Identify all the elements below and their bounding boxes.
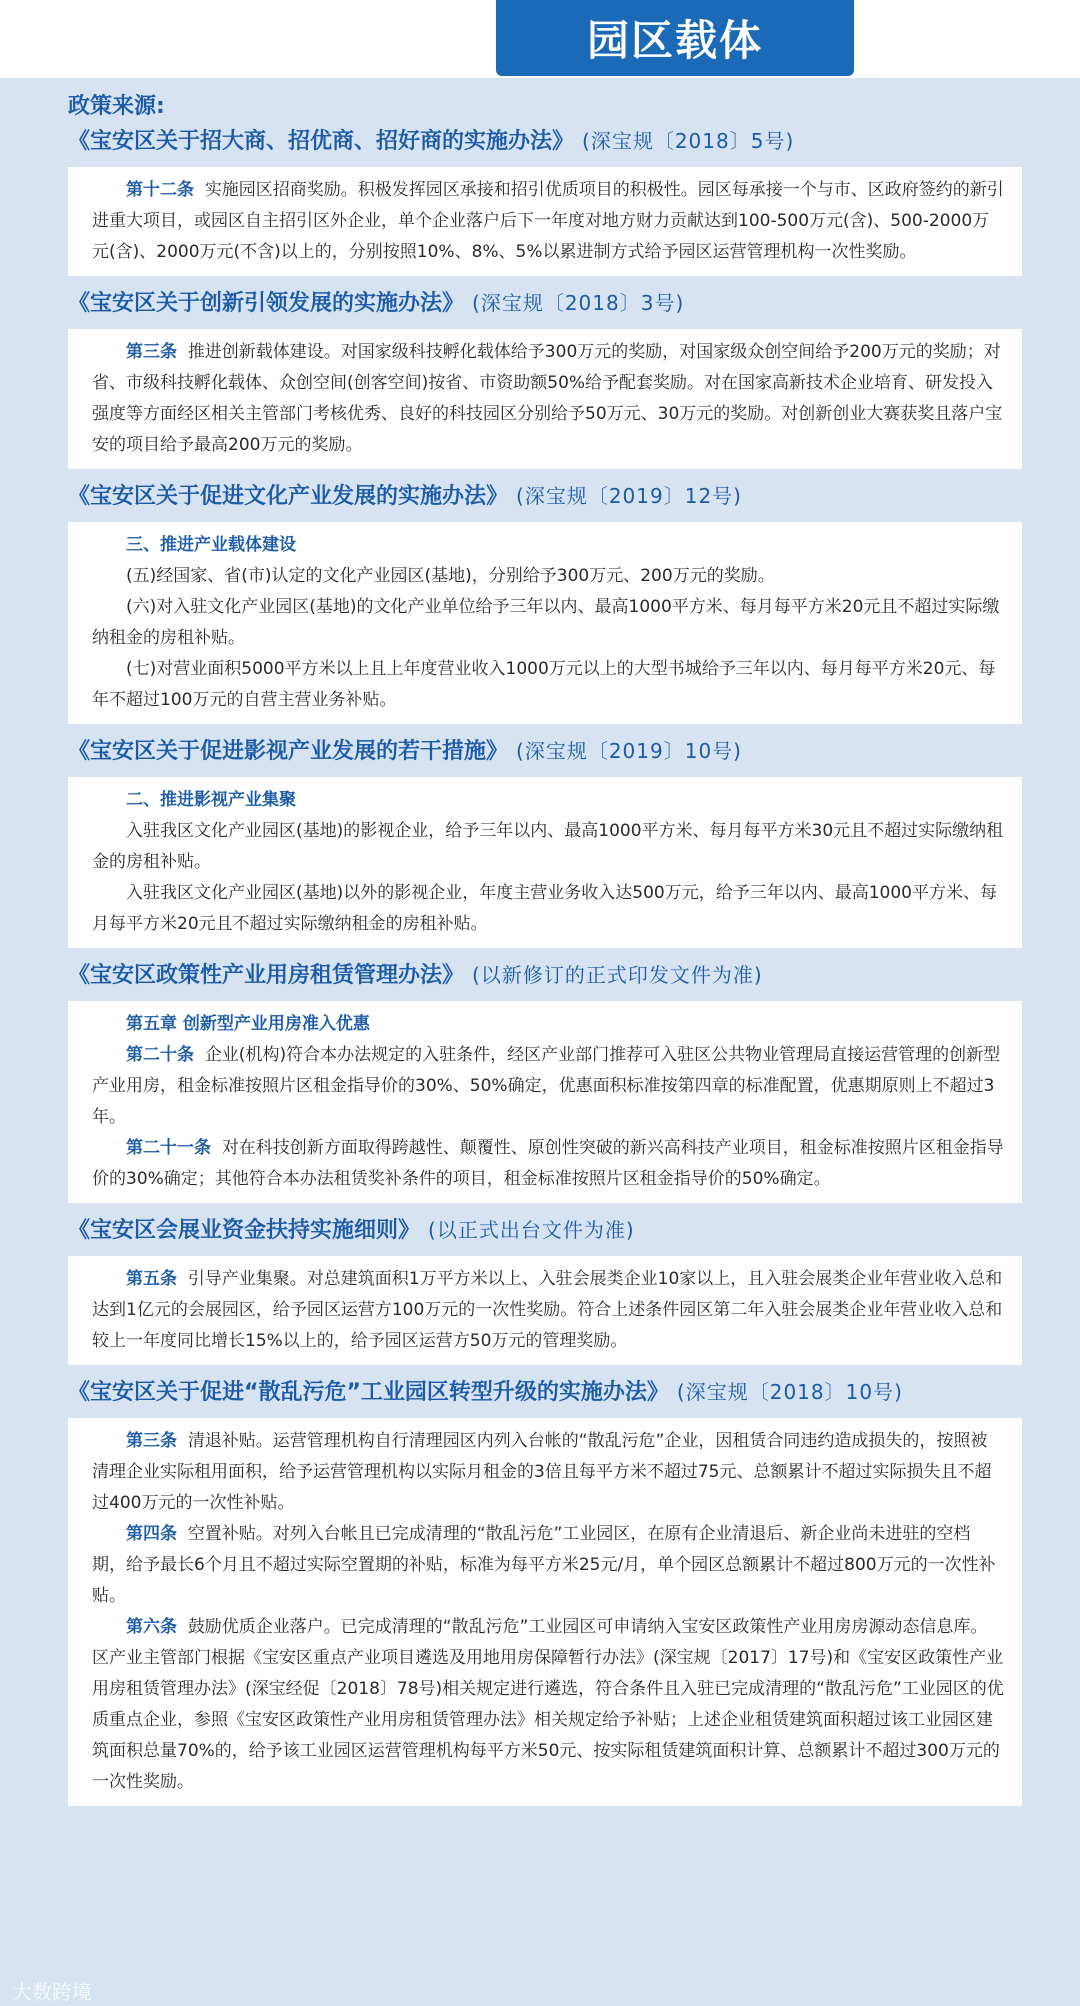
policy-paragraph (92, 592, 1004, 654)
policy-doc-number: (深宝规〔2019〕12号) (516, 484, 742, 508)
paragraph-text: 引导产业集聚。对总建筑面积1万平方米以上、入驻会展类企业10家以上，且入驻会展类企业年营业收入总和达到1亿元的会展园区，给予园区运营方100万元的一次性奖励。符合上述条件园区第二年入驻会展类企业年营业收入总和较上一年度同比增长15%以上的，给予园区运营方50万元的管理奖励。 (92, 1269, 1003, 1351)
policy-title (68, 958, 1022, 993)
policy-card (68, 777, 1022, 948)
policy-doc-number: (深宝规〔2019〕10号) (516, 739, 742, 763)
policy-title (68, 1375, 1022, 1410)
source-label: 政策来源: (68, 94, 165, 119)
policy-card (68, 1256, 1022, 1365)
policy-title-text: 《宝安区关于创新引领发展的实施办法》 (68, 291, 465, 316)
article-number: 第三条 (126, 1431, 177, 1451)
article-number: 第三条 (126, 342, 177, 362)
policy-paragraph (92, 1040, 1004, 1133)
policy-doc-number: (以正式出台文件为准) (428, 1218, 635, 1242)
policy-title (68, 479, 1022, 514)
policy-doc-number: (深宝规〔2018〕3号) (472, 291, 685, 315)
policy-title-text: 《宝安区会展业资金扶持实施细则》 (68, 1218, 421, 1243)
paragraph-text: 空置补贴。对列入台帐且已完成清理的“散乱污危”工业园区，在原有企业清退后、新企业尚未进驻的空档期，给予最长6个月且不超过实际空置期的补贴，标准为每平方米25元/月，单个园区总额累计不超过800万元的一次性补贴。 (92, 1524, 996, 1606)
policy-title-text: 《宝安区政策性产业用房租赁管理办法》 (68, 963, 465, 988)
paragraph-text: (五)经国家、省(市)认定的文化产业园区(基地)，分别给予300万元、200万元的奖励。 (126, 566, 775, 586)
article-number: 第二十条 (126, 1045, 194, 1065)
policy-title-text: 《宝安区关于招大商、招优商、招好商的实施办法》 (68, 129, 575, 154)
policy-paragraph (92, 530, 1004, 561)
policy-paragraph (92, 1133, 1004, 1195)
policy-card (68, 522, 1022, 724)
policy-title (68, 286, 1022, 321)
section-subheading: 二、推进影视产业集聚 (126, 790, 296, 810)
paragraph-text: (七)对营业面积5000平方米以上且上年度营业收入1000万元以上的大型书城给予三年以内、每月每平方米20元、每年不超过100万元的自营主营业务补贴。 (92, 659, 996, 710)
paragraph-text: (六)对入驻文化产业园区(基地)的文化产业单位给予三年以内、最高1000平方米、每月每平方米20元且不超过实际缴纳租金的房租补贴。 (92, 597, 1000, 648)
policy-paragraph (92, 816, 1004, 878)
paragraph-text: 入驻我区文化产业园区(基地)以外的影视企业，年度主营业务收入达500万元，给予三年以内、最高1000平方米、每月每平方米20元且不超过实际缴纳租金的房租补贴。 (92, 883, 997, 934)
policy-paragraph (92, 1426, 1004, 1519)
paragraph-text: 实施园区招商奖励。积极发挥园区承接和招引优质项目的积极性。园区每承接一个与市、区政府签约的新引进重大项目，或园区自主招引区外企业，单个企业落户后下一年度对地方财力贡献达到100-500万元(含)、500-2000万元(含)、2000万元(不含)以上的，分别按照10%、8%、5%以累进制方式给予园区运营管理机构一次性奖励。 (92, 180, 1004, 262)
section-subheading: 第五章 创新型产业用房准入优惠 (126, 1014, 370, 1034)
watermark-text: 大数跨境 (12, 1980, 92, 2004)
policy-doc-number: (深宝规〔2018〕5号) (582, 129, 795, 153)
paragraph-text: 鼓励优质企业落户。已完成清理的“散乱污危”工业园区可申请纳入宝安区政策性产业用房房源动态信息库。区产业主管部门根据《宝安区重点产业项目遴选及用地用房保障暂行办法》(深宝规〔2017〕17号)和《宝安区政策性产业用房租赁管理办法》(深宝经促〔2018〕78号)相关规定进行遴选，符合条件且入驻已完成清理的“散乱污危”工业园区的优质重点企业，参照《宝安区政策性产业用房租赁管理办法》相关规定给予补贴；上述企业租赁建筑面积超过该工业园区建筑面积总量70%的，给予该工业园区运营管理机构每平方米50元、按实际租赁建筑面积计算、总额累计不超过300万元的一次性奖励。 (92, 1617, 1004, 1792)
policy-paragraph (92, 1519, 1004, 1612)
policy-paragraph (92, 337, 1004, 461)
paragraph-text: 推进创新载体建设。对国家级科技孵化载体给予300万元的奖励，对国家级众创空间给予200万元的奖励；对省、市级科技孵化载体、众创空间(创客空间)按省、市资助额50%给予配套奖励。对在国家高新技术企业培育、研发投入强度等方面经区相关主管部门考核优秀、良好的科技园区分别给予50万元、30万元的奖励。对创新创业大赛获奖且落户宝安的项目给予最高200万元的奖励。 (92, 342, 1003, 455)
policy-paragraph (92, 1009, 1004, 1040)
policy-paragraph (92, 654, 1004, 716)
policy-paragraph (92, 175, 1004, 268)
policy-list (68, 92, 1022, 1816)
section-subheading: 三、推进产业载体建设 (126, 535, 296, 555)
paragraph-text: 企业(机构)符合本办法规定的入驻条件，经区产业部门推荐可入驻区公共物业管理局直接运营管理的创新型产业用房，租金标准按照片区租金指导价的30%、50%确定，优惠面积标准按第四章的标准配置，优惠期原则上不超过3年。 (92, 1045, 1001, 1127)
policy-title-text: 《宝安区关于促进文化产业发展的实施办法》 (68, 484, 509, 509)
policy-card (68, 329, 1022, 469)
policy-card (68, 1418, 1022, 1806)
article-number: 第四条 (126, 1524, 177, 1544)
policy-title-text: 《宝安区关于促进“散乱污危”工业园区转型升级的实施办法》 (68, 1380, 669, 1405)
article-number: 第十二条 (126, 180, 194, 200)
policy-title (68, 124, 1022, 159)
paragraph-text: 入驻我区文化产业园区(基地)的影视企业，给予三年以内、最高1000平方米、每月每平方米30元且不超过实际缴纳租金的房租补贴。 (92, 821, 1004, 872)
policy-card (68, 167, 1022, 276)
policy-title-text: 《宝安区关于促进影视产业发展的若干措施》 (68, 739, 509, 764)
paragraph-text: 清退补贴。运营管理机构自行清理园区内列入台帐的“散乱污危”企业，因租赁合同违约造成损失的，按照被清理企业实际租用面积，给予运营管理机构以实际月租金的3倍且每平方米不超过75元、总额累计不超过实际损失且不超过400万元的一次性补贴。 (92, 1431, 992, 1513)
policy-card (68, 1001, 1022, 1203)
article-number: 第六条 (126, 1617, 177, 1637)
policy-paragraph (92, 561, 1004, 592)
paragraph-text: 对在科技创新方面取得跨越性、颠覆性、原创性突破的新兴高科技产业项目，租金标准按照片区租金指导价的30%确定；其他符合本办法租赁奖补条件的项目，租金标准按照片区租金指导价的50%确定。 (92, 1138, 1004, 1189)
policy-doc-number: (以新修订的正式印发文件为准) (472, 963, 763, 987)
policy-paragraph (92, 1612, 1004, 1798)
policy-title (68, 1213, 1022, 1248)
policy-paragraph (92, 878, 1004, 940)
article-number: 第五条 (126, 1269, 177, 1289)
policy-paragraph (92, 1264, 1004, 1357)
policy-paragraph (92, 785, 1004, 816)
policy-title (68, 734, 1022, 769)
section-title: 园区载体 (496, 0, 854, 76)
article-number: 第二十一条 (126, 1138, 211, 1158)
policy-doc-number: (深宝规〔2018〕10号) (676, 1380, 903, 1404)
